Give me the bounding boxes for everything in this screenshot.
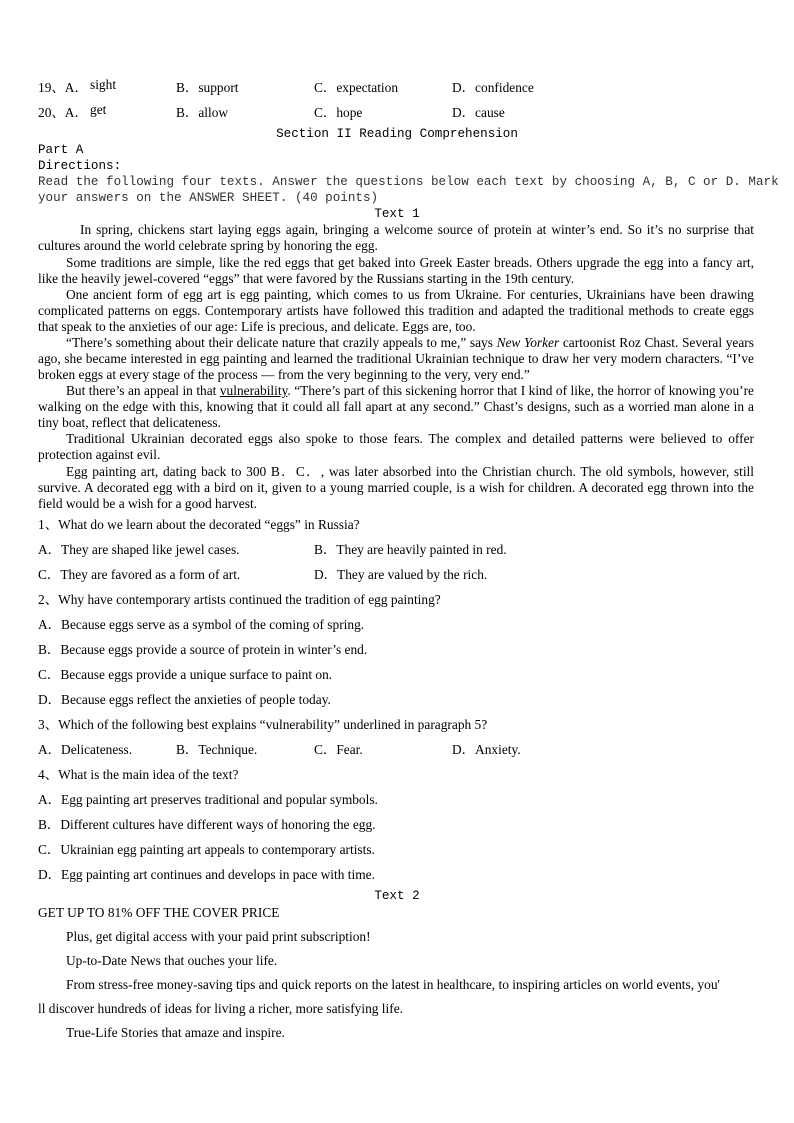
question-3-option-c: C．Fear. [314,742,363,757]
magazine-name: New Yorker [496,335,560,350]
question-2-option-a: A．Because eggs serve as a symbol of the coming of spring. [38,617,365,632]
question-20-number: 20、A． [38,105,88,120]
question-20-option-a: get [90,102,107,117]
question-2-option-b: B．Because eggs provide a source of protein in winter’s end. [38,642,368,657]
question-4-option-c: C．Ukrainian egg painting art appeals to contemporary artists. [38,842,375,857]
question-4-option-b: B．Different cultures have different ways of honoring the egg. [38,817,376,832]
question-1-option-d: D．They are valued by the rich. [314,567,488,582]
question-3-option-b: B．Technique. [176,742,258,757]
question-19-option-c: C．expectation [314,80,399,95]
text1-p4-start: “There’s something about their delicate nature that crazily appeals to me,” says [66,335,497,350]
text1-paragraph-6: Traditional Ukrainian decorated eggs also spoke to those fears. The complex and detailed patterns were believed to offer protection against evil. [38,431,754,463]
text1-paragraph-2: Some traditions are simple, like the red eggs that get baked into Greek Easter breads. Others upgrade the egg into a fancy art, like the heavily jewel-covered “eggs” that were favored by the Russians starting in the 19th century. [38,255,754,287]
question-3-stem: 3、Which of the following best explains “vulnerability” underlined in paragraph 5? [38,717,488,732]
text2-line-4: True-Life Stories that amaze and inspire. [66,1025,285,1040]
question-1-option-c: C．They are favored as a form of art. [38,567,241,582]
question-4-option-a: A．Egg painting art preserves traditional and popular symbols. [38,792,378,807]
question-2-option-d: D．Because eggs reflect the anxieties of people today. [38,692,331,707]
question-4-option-d: D．Egg painting art continues and develops in pace with time. [38,867,375,882]
question-19-option-d: D．confidence [452,80,534,95]
text1-p5-start: But there’s an appeal in that [66,383,220,398]
text1-paragraph-4 [38,335,754,383]
text1-title: Text 1 [374,207,420,221]
text2-line-1: Plus, get digital access with your paid print subscription! [66,929,371,944]
text1-p5-end: . “There’s part of this sickening horror that I kind of like, the horror of knowing you’re walking on the edge with this, knowing that it could all fall apart at any second.” Chast’s designs, such as a worried man alone in a tiny boat, reflect that delicateness. [38,383,754,431]
text1-paragraph-1: In spring, chickens start laying eggs again, bringing a welcome source of protein at winter’s end. So it’s no surprise that cultures around the world celebrate spring by honoring the egg. [38,222,754,254]
text1-paragraph-3: One ancient form of egg art is egg painting, which comes to us from Ukraine. For centuries, Ukrainians have been drawing complicated patterns on eggs. Contemporary artists have followed this tradition and adapted the traditional methods to create eggs that speak to the anxieties of our age: Life is precious, and delicate. Eggs are, too. [38,287,754,335]
question-4-stem: 4、What is the main idea of the text? [38,767,239,782]
text2-line-3b: ll discover hundreds of ideas for living a richer, more satisfying life. [38,1001,403,1016]
question-19-number: 19、A． [38,80,88,95]
text1-paragraph-7: Egg painting art, dating back to 300 B．C．, was later absorbed into the Christian church. The old symbols, however, still survive. A decorated egg with a bird on it, given to a young married couple, is a wish for children. A decorated egg thrown into the field would be a wish for a good harvest. [38,464,754,512]
directions-label: Directions: [38,159,122,173]
question-1-stem: 1、What do we learn about the decorated “eggs” in Russia? [38,517,360,532]
question-19-option-b: B．support [176,80,239,95]
question-19-option-a: sight [90,77,117,92]
question-1-option-a: A．They are shaped like jewel cases. [38,542,240,557]
text1-p4-end: cartoonist Roz Chast. Several years ago, she became interested in egg painting and learned the traditional Ukrainian technique to draw her very modern characters. “I’ve broken eggs at every stage of the process — from the very beginning to the very, very end.” [38,335,754,383]
text2-line-3a: From stress-free money-saving tips and quick reports on the latest in healthcare, to inspiring articles on world events, you' [66,977,720,992]
question-3-option-d: D．Anxiety. [452,742,521,757]
question-1-option-b: B．They are heavily painted in red. [314,542,507,557]
question-20-option-d: D．cause [452,105,505,120]
question-2-stem: 2、Why have contemporary artists continued the tradition of egg painting? [38,592,441,607]
directions-line-1: Read the following four texts. Answer the questions below each text by choosing A, B, C or D. Mark [38,175,779,189]
text2-title: Text 2 [374,889,420,903]
part-label: Part A [38,143,84,157]
question-2-option-c: C．Because eggs provide a unique surface to paint on. [38,667,333,682]
question-3-option-a: A．Delicateness. [38,742,133,757]
text1-paragraph-5 [38,383,754,431]
question-20-option-c: C．hope [314,105,363,120]
underlined-word-vulnerability: vulnerability [219,383,288,398]
section-title: Section II Reading Comprehension [276,127,518,141]
text2-line-2: Up-to-Date News that ouches your life. [66,953,278,968]
text2-headline: GET UP TO 81% OFF THE COVER PRICE [38,905,280,920]
directions-line-2: your answers on the ANSWER SHEET. (40 points) [38,191,379,205]
question-20-option-b: B．allow [176,105,229,120]
